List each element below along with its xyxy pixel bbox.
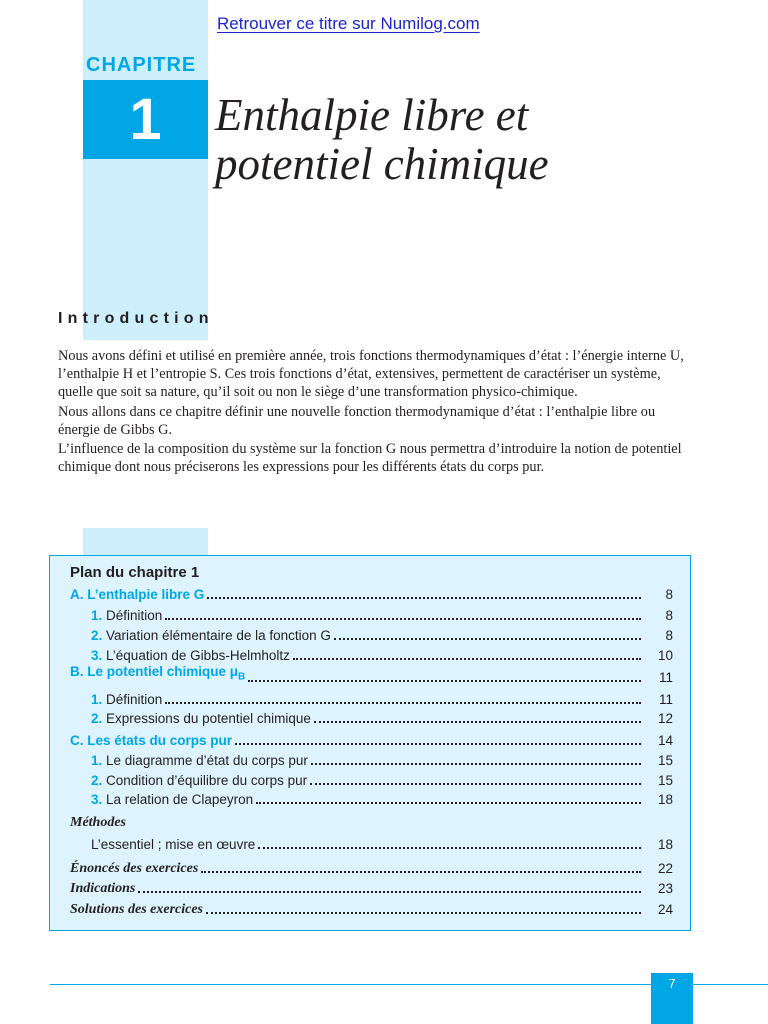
toc-page-number: 8 [665, 628, 673, 643]
toc-item-label [70, 773, 310, 789]
toc-page-number: 11 [658, 692, 673, 707]
toc-section-letter: A. [70, 587, 84, 602]
toc-section-c[interactable] [70, 731, 673, 749]
introduction-heading: Introduction [58, 310, 214, 327]
toc-item-title: Solutions des exercices [70, 902, 203, 917]
toc-section-title: Les états du corps pur [87, 733, 233, 748]
toc-item-b1[interactable] [70, 690, 673, 708]
toc-page-number: 10 [657, 648, 673, 663]
toc-leader [206, 912, 641, 914]
toc-item-a2[interactable] [70, 626, 673, 644]
toc-leader [138, 891, 641, 893]
toc-item-c1[interactable] [70, 751, 673, 769]
toc-section-letter: C. [70, 733, 84, 748]
chapter-plan-box [49, 555, 691, 931]
toc-leader [165, 702, 641, 704]
toc-section-title: L’enthalpie libre G [87, 587, 205, 602]
numilog-link[interactable]: Retrouver ce titre sur Numilog.com [217, 14, 480, 33]
toc-section-title: Le potentiel chimique μ [87, 664, 239, 680]
toc-leader [207, 597, 641, 599]
toc-item-a1[interactable] [70, 606, 673, 624]
toc-page-number: 24 [657, 902, 673, 917]
toc-section-label [70, 587, 207, 603]
toc-item-title: Le diagramme d’état du corps pur [106, 753, 308, 768]
toc-section-subscript: B [238, 672, 246, 683]
toc-item-number: 3. [91, 792, 103, 807]
toc-section-a[interactable] [70, 585, 673, 603]
toc-section-label [70, 664, 248, 686]
toc-item-title: Définition [106, 692, 163, 707]
toc-leader [314, 721, 641, 723]
toc-page-number: 11 [658, 670, 673, 685]
chapter-band-bottom [83, 528, 208, 556]
toc-item-label [70, 648, 293, 664]
toc-item-methodes[interactable] [70, 835, 673, 853]
page-number: 7 [668, 976, 676, 991]
plan-title: Plan du chapitre 1 [70, 564, 200, 581]
toc-item-a3[interactable] [70, 646, 673, 664]
toc-section-letter: B. [70, 664, 84, 680]
toc-item-title: Condition d’équilibre du corps pur [106, 773, 308, 788]
toc-item-label [70, 628, 334, 644]
toc-item-number: 3. [91, 648, 103, 663]
toc-item-number: 1. [91, 608, 103, 623]
chapter-title-line-2: potentiel chimique [215, 139, 549, 189]
toc-leader [258, 847, 641, 849]
chapter-number: 1 [129, 87, 162, 152]
introduction-text [58, 347, 698, 477]
toc-leader [165, 618, 641, 620]
toc-page-number: 8 [665, 608, 673, 623]
toc-item-number: 1. [91, 753, 103, 768]
toc-item-label [70, 608, 165, 624]
toc-item-title: Énoncés des exercices [70, 861, 199, 876]
toc-item-label [70, 692, 165, 708]
toc-indications[interactable] [70, 879, 673, 897]
toc-page-number: 18 [657, 792, 673, 807]
toc-page-number: 18 [657, 837, 673, 852]
toc-page-number: 8 [665, 587, 673, 602]
toc-leader [201, 871, 641, 873]
toc-page-number: 12 [657, 711, 673, 726]
toc-item-title: La relation de Clapeyron [106, 792, 254, 807]
toc-leader [256, 802, 641, 804]
intro-paragraph: Nous avons défini et utilisé en première année, trois fonctions thermodynamiques d’état : l’énergie interne U, l’enthalpie H et l’entropie S. Ces trois fonctions d’état, extensives, permettent de caractériser un système, quelle que soit sa nature, qu’il soit ou non le siège d’une transformation physico-chimique. [58, 348, 684, 401]
toc-section-b[interactable] [70, 664, 673, 686]
toc-item-number: 2. [91, 628, 103, 643]
toc-leader [235, 743, 641, 745]
toc-item-c3[interactable] [70, 790, 673, 808]
toc-leader [334, 638, 641, 640]
toc-item-label [70, 753, 311, 769]
toc-leader [248, 680, 641, 682]
toc-enonces[interactable] [70, 859, 673, 877]
chapter-band-top [83, 0, 208, 340]
toc-item-number: 2. [91, 773, 103, 788]
toc-page-number: 14 [657, 733, 673, 748]
toc-item-title: Définition [106, 608, 163, 623]
toc-solutions[interactable] [70, 900, 673, 918]
toc-item-label [70, 711, 314, 727]
chapter-title-line-1: Enthalpie libre et [215, 90, 529, 140]
toc-item-c2[interactable] [70, 771, 673, 789]
toc-item-title: L’équation de Gibbs-Helmholtz [106, 648, 290, 663]
toc-page-number: 15 [657, 773, 673, 788]
toc-item-title: Indications [70, 881, 136, 896]
toc-leader [293, 658, 641, 660]
chapter-title [215, 91, 549, 189]
toc-page-number: 23 [657, 881, 673, 896]
toc-item-title: L’essentiel ; mise en œuvre [91, 837, 256, 852]
toc-section-label [70, 733, 235, 749]
toc-page-number: 15 [657, 753, 673, 768]
intro-paragraph: L’influence de la composition du système sur la fonction G nous permettra d’introduire la notion de potentiel chimique dont nous préciserons les expressions pour les différents états du corps pur. [58, 441, 682, 476]
toc-leader [310, 783, 641, 785]
toc-item-b2[interactable] [70, 709, 673, 727]
chapter-label: CHAPITRE [86, 54, 197, 76]
toc-item-title: Expressions du potentiel chimique [106, 711, 311, 726]
intro-paragraph: Nous allons dans ce chapitre définir une nouvelle fonction thermodynamique d’état : l’enthalpie libre ou énergie de Gibbs G. [58, 403, 656, 438]
toc-leader [311, 763, 641, 765]
toc-item-title: Variation élémentaire de la fonction G [106, 628, 331, 643]
toc-item-number: 2. [91, 711, 103, 726]
methodes-heading: Méthodes [70, 815, 126, 830]
toc-item-number: 1. [91, 692, 103, 707]
toc-page-number: 22 [657, 861, 673, 876]
toc-item-label [70, 792, 256, 808]
